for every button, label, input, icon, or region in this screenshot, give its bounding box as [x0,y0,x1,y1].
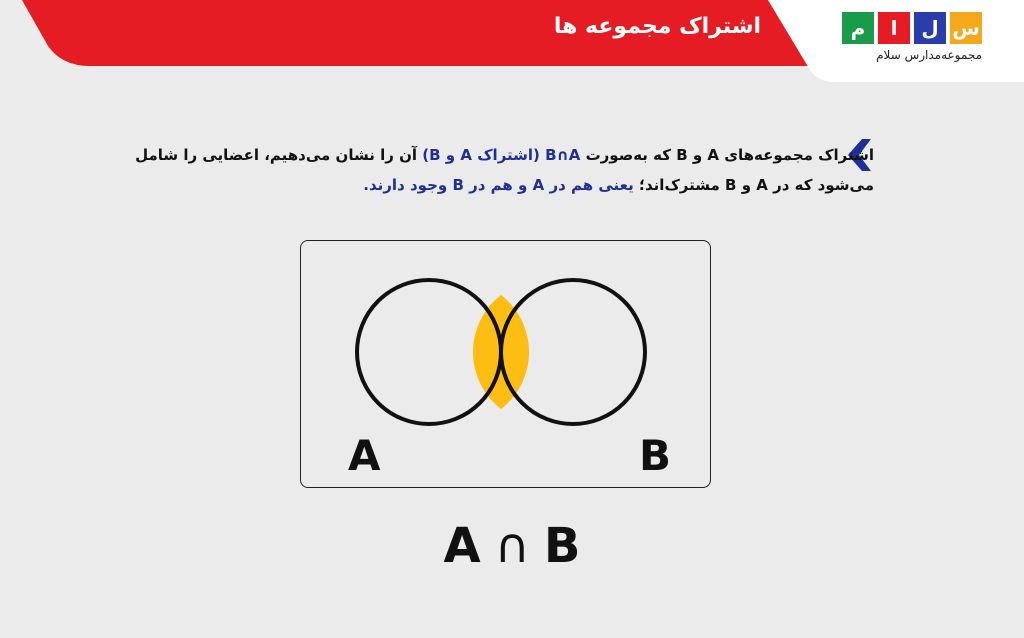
formula-right-set: B [543,518,581,574]
set-a-label: A [348,431,381,480]
definition-text [114,140,874,200]
intersection-operator: ∩ [494,518,530,574]
logo-letters [840,12,982,44]
meaning-highlight: یعنی هم در A و هم در B وجود دارند. [363,176,634,194]
notation-highlight: B∩A (اشتراک A و B) [422,146,581,164]
venn-diagram-frame [300,240,711,488]
set-b-label: B [639,431,672,480]
definition-line-1: اشتراک مجموعه‌های A و B که به‌صورت B∩A (اشتراک A و B) آن را نشان می‌دهیم، اعضایی را شامل [135,146,874,164]
page-title: اشتراک مجموعه ها [553,14,761,39]
logo-letter-seen: س [950,12,982,44]
logo [840,12,982,62]
intersection-formula [0,518,1024,574]
logo-letter-mim: م [842,12,874,44]
definition-line-2: می‌شود که در A و B مشترک‌اند؛ یعنی هم در A و هم در B وجود دارند. [363,176,874,194]
formula-left-set: A [443,518,481,574]
logo-letter-lam: ل [914,12,946,44]
logo-tagline: مجموعه‌مدارس سلام [876,48,982,62]
logo-letter-alef: ا [878,12,910,44]
